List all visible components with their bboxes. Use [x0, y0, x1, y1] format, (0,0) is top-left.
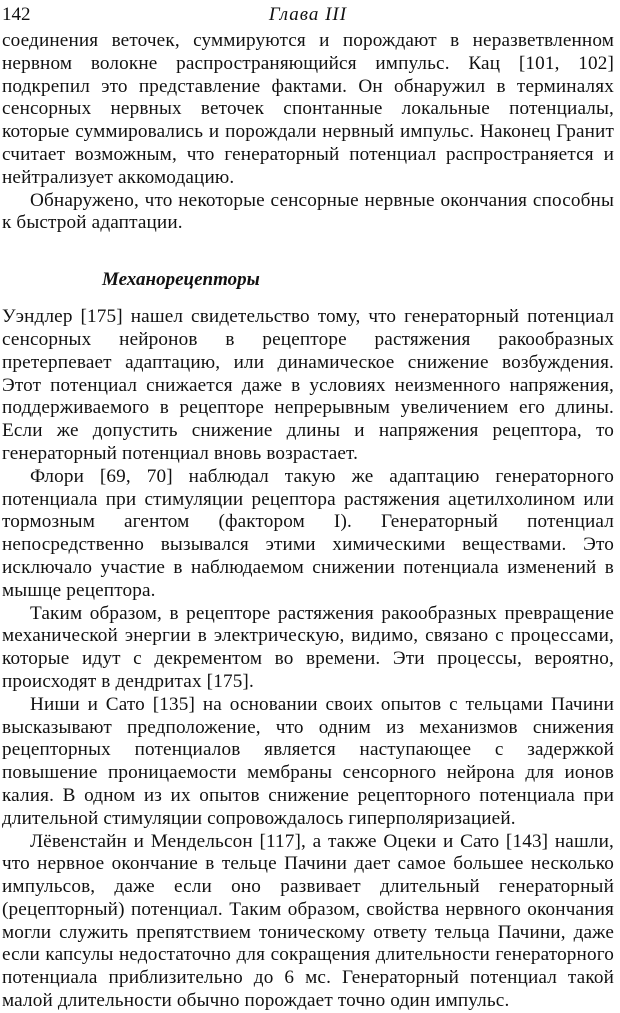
- paragraph-conclusion: Таким образом, в рецепторе растяжения ракообразных превращение механической энергии в электрическую, видимо, связано с процессами, которые идут с декрементом во времени. Эти процессы, вероятно, происходят в дендритах [175].: [2, 602, 614, 692]
- chapter-title: Глава III: [268, 4, 348, 25]
- running-head: [2, 0, 614, 30]
- heading-gap: [2, 291, 614, 306]
- paragraph-wendler: Уэндлер [175] нашел свидетельство тому, что генераторный потенциал сенсорных нейронов в рецепторе растяжения ракообразных претерпевает адаптацию, или динамическое снижение возбуждения. Этот потенциал снижается даже в условиях неизменного напряжения, поддерживаемого в рецепторе непрерывным увеличением его длины. Если же допустить снижение длины и напряжения рецептора, то генераторный потенциал вновь возрастает.: [2, 306, 614, 464]
- book-page: [2, 0, 614, 1013]
- page-number: 142: [2, 4, 31, 25]
- paragraph-continued: соединения веточек, суммируются и порождают в неразветвленном нервном волокне распространяющийся импульс. Кац [101, 102] подкрепил это представление фактами. Он обнаружил в терминалях сенсорных нервных веточек спонтанные локальные потенциалы, которые суммировались и порождали нервный импульс. Наконец Гранит считает возможным, что генераторный потенциал распространяется и нейтрализует аккомодацию.: [2, 30, 614, 188]
- paragraph-loewenstein: Лёвенстайн и Мендельсон [117], а также Оцеки и Сато [143] нашли, что нервное окончание в тельце Пачини дает самое большее несколько импульсов, даже если оно развивает длительный генераторный (рецепторный) потенциал. Таким образом, свойства нервного окончания могли служить препятствием тоническому ответу тельца Пачини, даже если капсулы недостаточно для сокращения длительности генераторного потенциала приблизительно до 6 мс. Генераторный потенциал такой малой длительности обычно порождает точно один импульс.: [2, 830, 614, 1012]
- section-heading-mechanoreceptors: Механорецепторы: [102, 269, 260, 291]
- paragraph-nishi-sato: Ниши и Сато [135] на основании своих опытов с тельцами Пачини высказывают предположение, что одним из механизмов снижения рецепторных потенциалов является наступающее с задержкой повышение проницаемости мембраны сенсорного нейрона для ионов калия. В одном из их опытов снижение рецепторного потенциала при длительной стимуляции сопровождалось гиперполяризацией.: [2, 693, 614, 829]
- section-gap: [2, 235, 614, 269]
- paragraph-florey: Флори [69, 70] наблюдал такую же адаптацию генераторного потенциала при стимуляции рецептора растяжения ацетилхолином или тормозным агентом (фактором I). Генераторный потенциал непосредственно вызывался этими химическими веществами. Это исключало участие в наблюдаемом снижении потенциала изменений в мышце рецептора.: [2, 465, 614, 601]
- paragraph-fast-adaptation: Обнаружено, что некоторые сенсорные нервные окончания способны к быстрой адаптации.: [2, 189, 614, 234]
